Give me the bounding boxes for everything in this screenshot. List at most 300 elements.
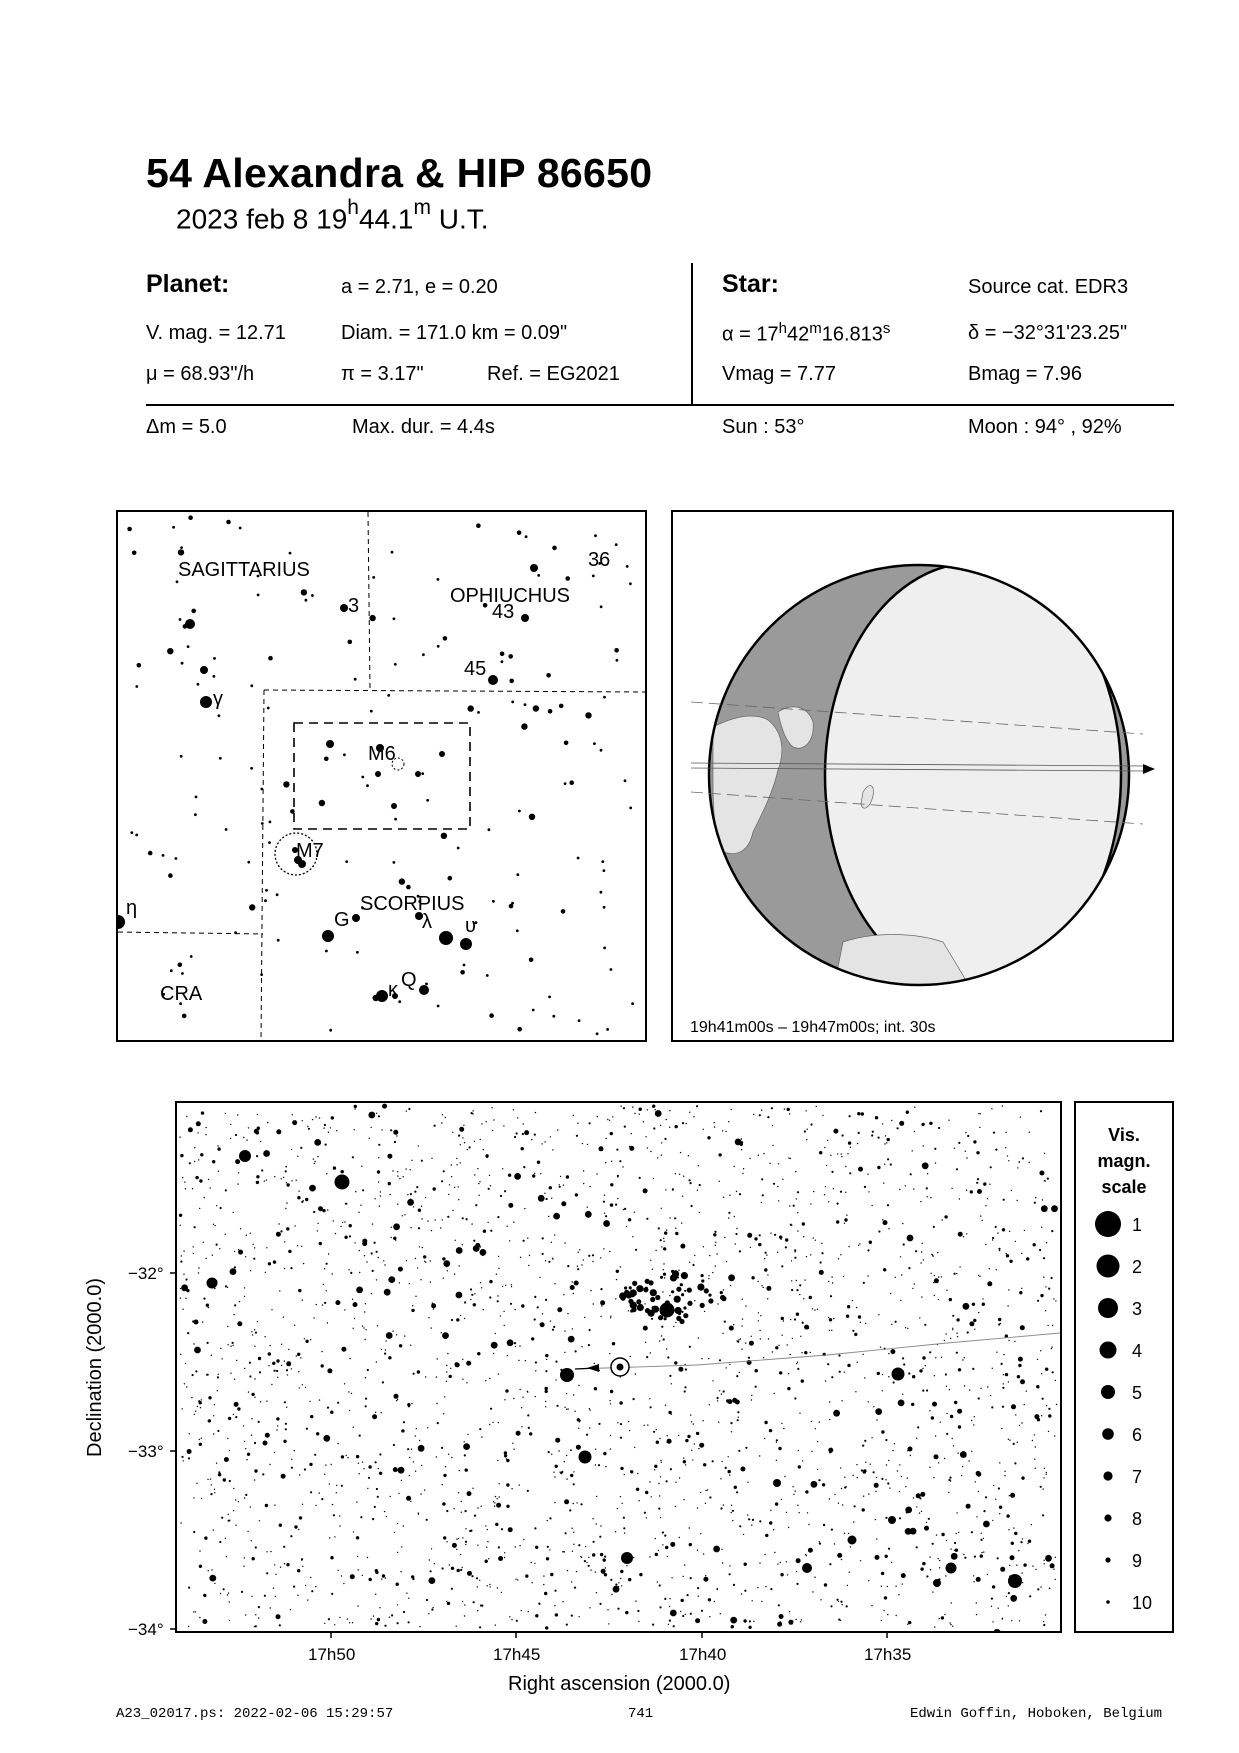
finder-star (370, 710, 373, 713)
finder-star (267, 707, 270, 710)
map-star (426, 1599, 428, 1601)
map-star (758, 1155, 759, 1156)
map-star (249, 1362, 251, 1364)
map-star (341, 1575, 342, 1576)
map-star (787, 1574, 788, 1575)
map-star (976, 1614, 977, 1615)
map-star (886, 1464, 887, 1465)
map-star (804, 1279, 805, 1280)
map-star (342, 1222, 343, 1223)
map-star (448, 1194, 449, 1195)
map-star (765, 1586, 766, 1587)
map-star (860, 1322, 861, 1323)
map-star (343, 1583, 344, 1584)
finder-bright-star (375, 771, 381, 777)
map-star (1022, 1157, 1024, 1159)
map-star (897, 1470, 898, 1471)
map-star (812, 1591, 813, 1592)
cluster-star (675, 1307, 682, 1314)
map-star (579, 1616, 580, 1617)
map-star (387, 1154, 392, 1159)
finder-star (546, 673, 551, 678)
map-star (958, 1368, 961, 1371)
map-star (722, 1333, 723, 1334)
finder-star (356, 951, 359, 954)
finder-star (603, 947, 606, 950)
map-star (1055, 1380, 1056, 1381)
map-star (243, 1137, 244, 1138)
map-star (625, 1611, 628, 1614)
legend-magnitude-label: 1 (1132, 1215, 1143, 1235)
map-star (372, 1414, 377, 1419)
map-star (963, 1236, 964, 1237)
map-star (180, 1261, 182, 1263)
finder-star (537, 574, 540, 577)
map-star (980, 1215, 981, 1216)
map-star (324, 1302, 326, 1304)
finder-star (422, 653, 425, 656)
map-star (865, 1323, 866, 1324)
map-star (920, 1567, 923, 1570)
map-star (682, 1615, 684, 1617)
map-star (1029, 1595, 1031, 1597)
map-star (604, 1556, 606, 1558)
map-star (367, 1369, 369, 1371)
finder-star (348, 640, 353, 645)
map-star (199, 1550, 200, 1551)
map-star (914, 1283, 915, 1284)
map-star (403, 1525, 404, 1526)
finder-star (249, 904, 255, 910)
map-star (310, 1491, 312, 1493)
map-bright-star (239, 1150, 251, 1162)
cluster-star (624, 1290, 629, 1295)
map-star (573, 1115, 574, 1116)
map-star (273, 1260, 276, 1263)
map-star (268, 1352, 271, 1355)
map-star (349, 1224, 352, 1227)
map-star (848, 1533, 849, 1534)
map-star (784, 1109, 785, 1110)
map-star (934, 1148, 936, 1150)
map-star (660, 1239, 662, 1241)
map-star (197, 1406, 198, 1407)
map-star (254, 1129, 259, 1134)
map-star (402, 1215, 403, 1216)
map-star (339, 1617, 340, 1618)
map-star (1036, 1385, 1039, 1388)
map-star (849, 1572, 850, 1573)
map-star (649, 1481, 650, 1482)
map-star (610, 1435, 611, 1436)
map-star (946, 1290, 947, 1291)
map-star (1014, 1462, 1016, 1464)
map-star (284, 1360, 285, 1361)
map-star (689, 1543, 692, 1546)
map-star (201, 1111, 204, 1114)
map-star (195, 1611, 196, 1612)
map-star (674, 1217, 676, 1219)
map-star (759, 1562, 760, 1563)
map-star (214, 1583, 215, 1584)
map-star (681, 1222, 682, 1223)
map-star (726, 1261, 727, 1262)
map-star (965, 1132, 966, 1133)
map-star (691, 1450, 692, 1451)
map-star (610, 1579, 612, 1581)
cluster-star (681, 1272, 688, 1279)
map-star (845, 1192, 846, 1193)
map-star (829, 1498, 830, 1499)
map-star (424, 1261, 425, 1262)
map-star (680, 1152, 681, 1153)
finder-star (533, 705, 539, 711)
map-star (731, 1505, 732, 1506)
map-star (447, 1602, 450, 1605)
map-star (946, 1413, 947, 1414)
map-star (431, 1548, 432, 1549)
map-star (748, 1357, 750, 1359)
map-star (313, 1189, 314, 1190)
map-star (534, 1563, 535, 1564)
map-star (297, 1595, 298, 1596)
map-star (858, 1245, 859, 1246)
map-star (297, 1196, 300, 1199)
map-star (847, 1305, 850, 1308)
map-star (991, 1606, 992, 1607)
finder-star (277, 939, 280, 942)
map-star (777, 1186, 778, 1187)
map-star (634, 1447, 635, 1448)
map-star (741, 1593, 742, 1594)
map-star (941, 1357, 942, 1358)
map-star (406, 1168, 407, 1169)
map-star (325, 1144, 327, 1146)
map-star (511, 1286, 512, 1287)
map-star (270, 1551, 271, 1552)
map-star (480, 1139, 481, 1140)
map-star (244, 1497, 245, 1498)
map-star (317, 1223, 318, 1224)
finder-star (250, 767, 253, 770)
finder-star (264, 899, 267, 902)
finder-star (180, 755, 183, 758)
map-star (555, 1361, 557, 1363)
map-star (443, 1536, 446, 1539)
map-star (699, 1443, 704, 1448)
legend-dot (1100, 1342, 1117, 1359)
map-star (235, 1525, 236, 1526)
map-star (274, 1452, 275, 1453)
map-star (608, 1623, 609, 1624)
map-star (298, 1371, 299, 1372)
map-star (671, 1577, 672, 1578)
map-star (905, 1327, 906, 1328)
map-star (778, 1345, 779, 1346)
map-star (451, 1588, 453, 1590)
map-star (308, 1128, 310, 1130)
map-star (1002, 1406, 1004, 1408)
finder-star (603, 906, 606, 909)
map-star (363, 1327, 364, 1328)
map-star (414, 1191, 416, 1193)
map-star (1034, 1434, 1035, 1435)
star-declination: δ = −32°31'23.25" (968, 322, 1128, 344)
target-star (617, 1364, 624, 1371)
map-star (803, 1236, 804, 1237)
map-star (462, 1567, 463, 1568)
map-star (369, 1578, 372, 1581)
map-star (612, 1342, 615, 1345)
map-star (406, 1496, 411, 1501)
map-star (794, 1257, 796, 1259)
map-star (225, 1189, 227, 1191)
map-star (644, 1425, 645, 1426)
map-star (987, 1198, 988, 1199)
map-star (639, 1177, 641, 1179)
map-star (353, 1302, 358, 1307)
map-star (210, 1493, 212, 1495)
map-star (213, 1224, 214, 1225)
star-right-ascension (722, 320, 890, 347)
map-star (857, 1362, 858, 1363)
map-star (717, 1397, 719, 1399)
map-star (747, 1482, 748, 1483)
map-star (929, 1122, 932, 1125)
map-star (618, 1586, 619, 1587)
map-bright-star (621, 1552, 633, 1564)
map-star (966, 1190, 967, 1191)
map-star (838, 1619, 840, 1621)
map-star (736, 1191, 737, 1192)
map-star (388, 1182, 391, 1185)
finder-star (509, 679, 514, 684)
map-star (932, 1256, 933, 1257)
map-star (469, 1530, 471, 1532)
map-star (419, 1440, 420, 1441)
map-star (667, 1356, 669, 1358)
map-star (853, 1475, 854, 1476)
cluster-star (631, 1307, 636, 1312)
map-star (467, 1491, 472, 1496)
map-star (829, 1563, 831, 1565)
map-star (987, 1574, 988, 1575)
map-star (999, 1513, 1000, 1514)
map-star (841, 1559, 842, 1560)
map-star (296, 1355, 297, 1356)
map-star (485, 1380, 486, 1381)
map-star (425, 1376, 426, 1377)
map-star (587, 1212, 589, 1214)
map-star (514, 1309, 515, 1310)
map-star (491, 1107, 492, 1108)
map-star (737, 1419, 739, 1421)
finder-star (486, 974, 489, 977)
map-star (720, 1507, 722, 1509)
map-star (882, 1219, 883, 1220)
map-star (1004, 1471, 1005, 1472)
map-star (265, 1504, 268, 1507)
map-star (490, 1408, 492, 1410)
map-star (683, 1457, 684, 1458)
map-star (891, 1324, 892, 1325)
finder-star (603, 696, 606, 699)
map-star (953, 1553, 955, 1555)
finder-bright-star (200, 696, 212, 708)
map-star (474, 1141, 475, 1142)
map-star (330, 1411, 333, 1414)
map-star (298, 1289, 301, 1292)
map-star (203, 1594, 206, 1597)
map-star (418, 1512, 419, 1513)
map-star (376, 1113, 377, 1114)
map-star (899, 1121, 904, 1126)
map-star (471, 1575, 473, 1577)
finder-star (629, 582, 632, 585)
map-star (1020, 1117, 1021, 1118)
map-star (785, 1246, 787, 1248)
map-star (902, 1583, 903, 1584)
map-star (542, 1237, 544, 1239)
map-star (251, 1540, 252, 1541)
finder-star (197, 683, 200, 686)
map-star (728, 1212, 730, 1214)
map-star (964, 1557, 966, 1559)
map-star (434, 1563, 435, 1564)
map-star (934, 1278, 939, 1283)
map-star (616, 1270, 619, 1273)
finder-star (247, 861, 250, 864)
ra-minutes: 42 (786, 323, 810, 346)
map-star (1041, 1415, 1042, 1416)
finder-star (517, 530, 522, 535)
map-star (246, 1235, 247, 1236)
map-star (609, 1251, 610, 1252)
map-star (767, 1274, 768, 1275)
map-star (588, 1557, 589, 1558)
map-star (592, 1254, 594, 1256)
map-star (907, 1328, 908, 1329)
map-star (286, 1202, 287, 1203)
map-star (302, 1120, 303, 1121)
map-star (346, 1203, 347, 1204)
map-star (769, 1429, 772, 1432)
map-star (298, 1529, 299, 1530)
label-36: 36 (588, 549, 611, 571)
map-star (989, 1184, 990, 1185)
map-star (708, 1358, 709, 1359)
map-star (203, 1242, 204, 1243)
finder-star (425, 983, 428, 986)
map-star (1035, 1468, 1036, 1469)
map-star (899, 1517, 901, 1519)
map-star (858, 1167, 863, 1172)
map-star (767, 1116, 769, 1118)
map-star (183, 1250, 184, 1251)
map-star (949, 1477, 951, 1479)
map-star (446, 1601, 447, 1602)
map-star (578, 1428, 579, 1429)
map-star (689, 1346, 691, 1348)
map-star (391, 1227, 392, 1228)
map-star (978, 1491, 979, 1492)
map-star (983, 1551, 984, 1552)
map-star (442, 1567, 444, 1569)
map-star (971, 1420, 972, 1421)
map-star (516, 1132, 518, 1134)
map-star (957, 1409, 962, 1414)
map-star (504, 1451, 507, 1454)
map-star (728, 1217, 729, 1218)
finder-chart (116, 510, 647, 1042)
map-star (464, 1604, 465, 1605)
map-star (420, 1279, 421, 1280)
map-star (431, 1158, 432, 1159)
map-star (245, 1256, 246, 1257)
map-star (804, 1130, 806, 1132)
map-star (410, 1227, 411, 1228)
map-star (953, 1445, 954, 1446)
map-star (583, 1170, 584, 1171)
map-star (617, 1608, 619, 1610)
finder-star (329, 1029, 332, 1032)
map-star (586, 1434, 588, 1436)
map-star (325, 1464, 326, 1465)
map-star (950, 1624, 951, 1625)
map-star (1027, 1543, 1028, 1544)
finder-bright-star (322, 930, 334, 942)
map-star (666, 1119, 667, 1120)
map-star (690, 1577, 692, 1579)
map-star (791, 1260, 792, 1261)
map-star (610, 1317, 611, 1318)
map-star (375, 1461, 377, 1463)
map-star (929, 1556, 930, 1557)
map-star (227, 1344, 228, 1345)
map-star (592, 1261, 593, 1262)
map-star (708, 1275, 709, 1276)
map-star (535, 1614, 538, 1617)
map-star (758, 1320, 759, 1321)
map-star (934, 1275, 935, 1276)
map-star (729, 1573, 731, 1575)
map-star (763, 1357, 764, 1358)
map-star (916, 1438, 917, 1439)
map-star (983, 1182, 986, 1185)
map-star (410, 1345, 411, 1346)
map-star (548, 1451, 550, 1453)
map-star (931, 1254, 932, 1255)
map-star (534, 1173, 535, 1174)
map-star (714, 1601, 715, 1602)
finder-star (391, 551, 394, 554)
map-star (649, 1398, 650, 1399)
map-star (244, 1296, 245, 1297)
map-star (599, 1536, 601, 1538)
map-star (1045, 1614, 1046, 1615)
map-star (525, 1360, 526, 1361)
map-star (194, 1226, 196, 1228)
map-star (589, 1409, 590, 1410)
map-star (972, 1303, 975, 1306)
map-star (403, 1421, 405, 1423)
map-star (615, 1298, 616, 1299)
map-star (409, 1457, 410, 1458)
star-bmag: Bmag = 7.96 (968, 363, 1082, 385)
map-star (941, 1276, 942, 1277)
map-star (939, 1618, 940, 1619)
map-star (913, 1188, 914, 1189)
